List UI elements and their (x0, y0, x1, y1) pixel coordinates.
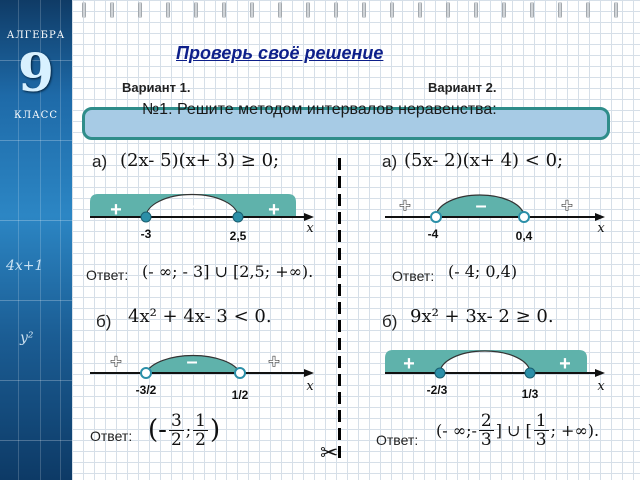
v1-b-fraction-2 (193, 412, 208, 449)
v1-a-sign-2: – (186, 195, 198, 217)
v1-b-fraction-1-num: 3 (170, 410, 182, 431)
v2-a-point-2-label: 0,4 (515, 229, 533, 243)
v2-a-sign-3: + (561, 195, 573, 217)
scissors-icon: ✂ (320, 440, 339, 465)
v1-b-number-line (88, 344, 318, 416)
v1-b-axis-label: x (306, 379, 314, 394)
sidebar-banner (0, 0, 72, 480)
v2-b-answer-label: Ответ: (376, 432, 419, 448)
v1-b-fraction-2-num: 1 (195, 410, 206, 431)
v1-a-point-1 (141, 212, 151, 222)
v2-a-label: а) (382, 152, 398, 171)
v2-b-fraction-2 (534, 412, 549, 449)
v1-b-sign-2: – (186, 351, 198, 373)
sidebar-title: АЛГЕБРА (6, 30, 66, 41)
v2-b-answer (436, 412, 599, 449)
v1-a-inequality: (2x- 5)(x+ 3) ≥ 0; (120, 150, 280, 171)
v1-a-point-1-label: -3 (140, 227, 152, 241)
v2-a-sign-1: + (399, 195, 411, 217)
v2-b-fraction-2-num: 1 (535, 411, 547, 431)
v2-a-point-1 (431, 212, 441, 222)
v2-a-point-1-label: -4 (427, 227, 439, 241)
v1-a-point-2 (233, 212, 243, 222)
v1-a-answer: (- ∞; - 3] ∪ [2,5; +∞). (142, 262, 314, 281)
v1-a-label: а) (92, 152, 108, 171)
v2-b-fraction-1-den: 3 (480, 430, 492, 450)
v2-a-axis-label: x (597, 221, 605, 236)
v2-b-answer-post: ; +∞). (550, 421, 600, 440)
v2-b-label: б) (382, 312, 398, 331)
v1-b-fraction-1 (169, 412, 184, 449)
v2-b-fraction-1 (479, 412, 494, 449)
v1-b-answer-mid: ; (185, 420, 192, 440)
v2-b-sign-1: + (403, 353, 415, 375)
v2-b-fraction-2-den: 3 (535, 430, 547, 450)
v2-b-sign-3: + (559, 353, 571, 375)
sidebar-class-label: КЛАСС (14, 110, 58, 121)
v2-b-inequality: 9x² + 3x- 2 ≥ 0. (410, 306, 554, 327)
v2-a-number-line (383, 188, 613, 260)
v1-b-point-2-label: 1/2 (231, 388, 249, 402)
v1-a-sign-3: + (268, 199, 280, 221)
sidebar-grade: 9 (17, 43, 55, 104)
v2-b-fraction-1-num: 2 (480, 411, 492, 431)
v1-b-point-1-label: -3/2 (135, 383, 157, 397)
v2-b-answer-mid: ] ∪ [ (495, 421, 532, 440)
v2-a-answer-label: Ответ: (392, 268, 435, 284)
v2-b-sign-2: – (479, 351, 491, 373)
column-separator (338, 158, 341, 458)
v1-b-fraction-2-den: 2 (195, 429, 206, 450)
variant-1-heading: Вариант 1. (122, 80, 191, 95)
v1-a-sign-1: + (110, 199, 122, 221)
v1-b-answer (148, 410, 220, 450)
v1-b-label: б) (96, 312, 112, 331)
v1-a-number-line (88, 188, 318, 260)
v1-b-point-2 (235, 368, 245, 378)
page-title: Проверь своё решение (176, 43, 384, 63)
v1-a-point-2-label: 2,5 (229, 229, 247, 243)
v1-a-axis-label: x (306, 221, 314, 236)
v2-a-inequality: (5x- 2)(x+ 4) < 0; (404, 150, 564, 171)
sidebar-formula-2: y² (20, 330, 34, 346)
variant-2-heading: Вариант 2. (428, 80, 497, 95)
sidebar-formula-1: 4x+1 (6, 258, 44, 274)
notebook-rings (72, 0, 640, 20)
v1-b-answer-label: Ответ: (90, 428, 133, 444)
v1-b-answer-pre: (- (148, 415, 167, 445)
v2-b-axis-label: x (597, 379, 605, 394)
v1-a-answer-label: Ответ: (86, 267, 129, 283)
v1-b-point-1 (141, 368, 151, 378)
v2-b-point-2 (525, 368, 535, 378)
v2-a-point-2 (519, 212, 529, 222)
v2-b-point-1-label: -2/3 (426, 383, 448, 397)
v2-b-answer-pre: (- ∞;- (436, 421, 477, 440)
v2-a-answer: (- 4; 0,4) (448, 262, 518, 281)
v2-a-sign-2: – (475, 195, 487, 217)
task-text: №1. Решите методом интервалов неравенства: (142, 101, 497, 118)
v2-b-point-2-label: 1/3 (521, 387, 539, 401)
v2-b-point-1 (435, 368, 445, 378)
v1-b-inequality: 4x² + 4x- 3 < 0. (128, 306, 272, 327)
v1-b-answer-post: ) (209, 415, 221, 445)
v1-b-sign-1: + (110, 351, 122, 373)
v1-b-sign-3: + (268, 351, 280, 373)
v2-b-number-line (383, 344, 613, 416)
v1-b-fraction-1-den: 2 (170, 429, 182, 450)
